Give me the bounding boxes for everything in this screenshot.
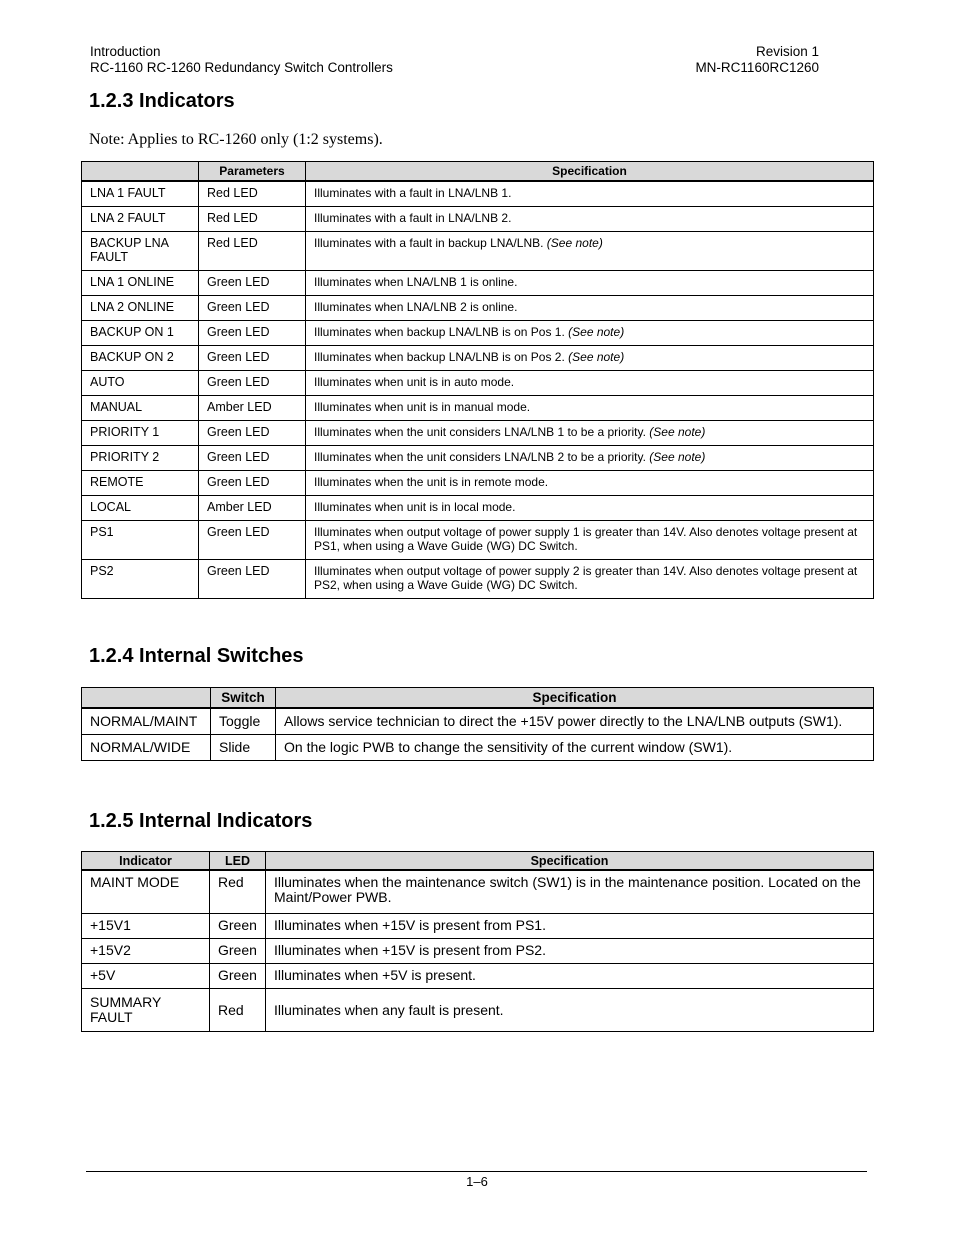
indicator-name: BACKUP ON 2 [82,346,199,371]
header-section: Introduction [90,44,161,59]
table-row [82,560,874,599]
indicator-specification [306,560,874,599]
indicator-specification [306,296,874,321]
indicator-specification [306,321,874,346]
internal-indicator-specification: Illuminates when any fault is present. [266,989,874,1032]
internal-indicators-heading: 1.2.5 Internal Indicators [89,810,313,832]
specification-text: Illuminates when backup LNA/LNB is on Pos 2. [314,350,565,364]
indicator-parameter: Green LED [199,421,306,446]
internal-indicator-name: +15V2 [82,939,210,964]
internal-indicator-specification: Illuminates when the maintenance switch (SW1) is in the maintenance position. Located on the Maint/Power PWB. [266,870,874,914]
table-row [82,232,874,271]
table-row [82,396,874,421]
indicator-name: PS2 [82,560,199,599]
indicator-specification [306,496,874,521]
switch-type: Slide [211,735,276,761]
indicator-parameter: Green LED [199,271,306,296]
internal-indicator-name: +15V1 [82,914,210,939]
table-row [82,870,874,914]
indicator-parameter: Red LED [199,232,306,271]
specification-text: Illuminates with a fault in LNA/LNB 1. [314,186,512,200]
switch-name: NORMAL/WIDE [82,735,211,761]
specification-text: Illuminates when the unit considers LNA/LNB 1 to be a priority. [314,425,646,439]
column-header: Indicator [82,852,210,871]
indicator-parameter: Green LED [199,296,306,321]
switch-type: Toggle [211,708,276,735]
specification-text: Illuminates when unit is in local mode. [314,500,516,514]
column-header: Specification [276,688,874,709]
internal-indicator-name: +5V [82,964,210,989]
table-row [82,421,874,446]
indicators-note: Note: Applies to RC-1260 only (1:2 systems). [89,131,383,148]
indicator-name: AUTO [82,371,199,396]
indicator-specification [306,521,874,560]
specification-text: Illuminates when LNA/LNB 2 is online. [314,300,518,314]
specification-text: Illuminates when backup LNA/LNB is on Pos 1. [314,325,565,339]
indicator-parameter: Green LED [199,346,306,371]
indicator-specification [306,232,874,271]
table-row [82,471,874,496]
table-row [82,371,874,396]
table-row [82,181,874,207]
table-row [82,964,874,989]
see-note-reference: (See note) [568,350,625,364]
internal-indicator-led: Green [210,964,266,989]
table-row [82,346,874,371]
specification-text: Illuminates when the unit considers LNA/LNB 2 to be a priority. [314,450,646,464]
indicator-name: REMOTE [82,471,199,496]
header-doc-title: RC-1160 RC-1260 Redundancy Switch Controllers [90,60,393,75]
specification-text: Illuminates when LNA/LNB 1 is online. [314,275,518,289]
indicator-name: LNA 2 FAULT [82,207,199,232]
indicator-parameter: Red LED [199,181,306,207]
header-doc-number: MN-RC1160RC1260 [695,60,819,75]
indicator-specification [306,446,874,471]
indicator-name: BACKUP ON 1 [82,321,199,346]
table-header-row [82,162,874,182]
internal-indicator-led: Green [210,914,266,939]
indicator-parameter: Red LED [199,207,306,232]
internal-indicator-name: SUMMARY FAULT [82,989,210,1032]
internal-indicator-specification: Illuminates when +15V is present from PS2. [266,939,874,964]
indicator-parameter: Amber LED [199,496,306,521]
indicator-parameter: Green LED [199,560,306,599]
indicator-name: MANUAL [82,396,199,421]
footer-divider [86,1171,867,1172]
header-revision: Revision 1 [755,44,819,59]
indicators-heading: 1.2.3 Indicators [89,90,235,112]
indicator-specification [306,181,874,207]
see-note-reference: (See note) [568,325,625,339]
indicator-parameter: Green LED [199,446,306,471]
table-row [82,521,874,560]
specification-text: Illuminates when output voltage of power supply 1 is greater than 14V. Also denotes voltage present at PS1, when using a Wave Guide (WG) DC Switch. [314,525,858,553]
see-note-reference: (See note) [649,425,706,439]
table-header-row [82,852,874,871]
indicator-specification [306,471,874,496]
internal-switches-table [81,687,874,761]
indicator-parameter: Green LED [199,371,306,396]
indicator-name: LNA 2 ONLINE [82,296,199,321]
table-row [82,989,874,1032]
indicator-name: LNA 1 ONLINE [82,271,199,296]
internal-indicator-name: MAINT MODE [82,870,210,914]
indicator-specification [306,421,874,446]
page-header-right [600,44,819,76]
internal-indicator-led: Green [210,939,266,964]
table-row [82,914,874,939]
indicator-name: BACKUP LNA FAULT [82,232,199,271]
page-header-left [90,44,393,76]
indicator-specification [306,207,874,232]
indicator-name: PS1 [82,521,199,560]
column-header: Specification [266,852,874,871]
column-header: LED [210,852,266,871]
indicator-specification [306,396,874,421]
table-row [82,446,874,471]
column-header [82,688,211,709]
switch-name: NORMAL/MAINT [82,708,211,735]
see-note-reference: (See note) [546,236,603,250]
switch-specification: On the logic PWB to change the sensitivity of the current window (SW1). [276,735,874,761]
column-header: Specification [306,162,874,182]
table-row [82,708,874,735]
indicator-specification [306,371,874,396]
column-header: Parameters [199,162,306,182]
table-row [82,939,874,964]
indicators-table [81,161,874,599]
indicator-name: PRIORITY 1 [82,421,199,446]
page-number: 1–6 [466,1174,488,1189]
indicator-name: LOCAL [82,496,199,521]
indicator-parameter: Green LED [199,521,306,560]
table-row [82,496,874,521]
indicator-specification [306,271,874,296]
indicator-specification [306,346,874,371]
internal-indicator-specification: Illuminates when +5V is present. [266,964,874,989]
table-row [82,271,874,296]
see-note-reference: (See note) [649,450,706,464]
table-row [82,207,874,232]
internal-indicator-specification: Illuminates when +15V is present from PS1. [266,914,874,939]
table-header-row [82,688,874,709]
table-row [82,321,874,346]
specification-text: Illuminates with a fault in backup LNA/LNB. [314,236,544,250]
column-header: Switch [211,688,276,709]
specification-text: Illuminates when unit is in auto mode. [314,375,515,389]
indicator-parameter: Green LED [199,321,306,346]
internal-indicator-led: Red [210,870,266,914]
internal-indicators-table [81,851,874,1032]
internal-indicator-led: Red [210,989,266,1032]
table-row [82,296,874,321]
specification-text: Illuminates when the unit is in remote mode. [314,475,549,489]
indicator-name: PRIORITY 2 [82,446,199,471]
indicator-parameter: Green LED [199,471,306,496]
specification-text: Illuminates when unit is in manual mode. [314,400,531,414]
table-row [82,735,874,761]
column-header [82,162,199,182]
switch-specification: Allows service technician to direct the +15V power directly to the LNA/LNB outputs (SW1). [276,708,874,735]
indicator-name: LNA 1 FAULT [82,181,199,207]
indicator-parameter: Amber LED [199,396,306,421]
internal-switches-heading: 1.2.4 Internal Switches [89,645,304,667]
specification-text: Illuminates with a fault in LNA/LNB 2. [314,211,512,225]
specification-text: Illuminates when output voltage of power supply 2 is greater than 14V. Also denotes voltage present at PS2, when using a Wave Guide (WG) DC Switch. [314,564,858,592]
